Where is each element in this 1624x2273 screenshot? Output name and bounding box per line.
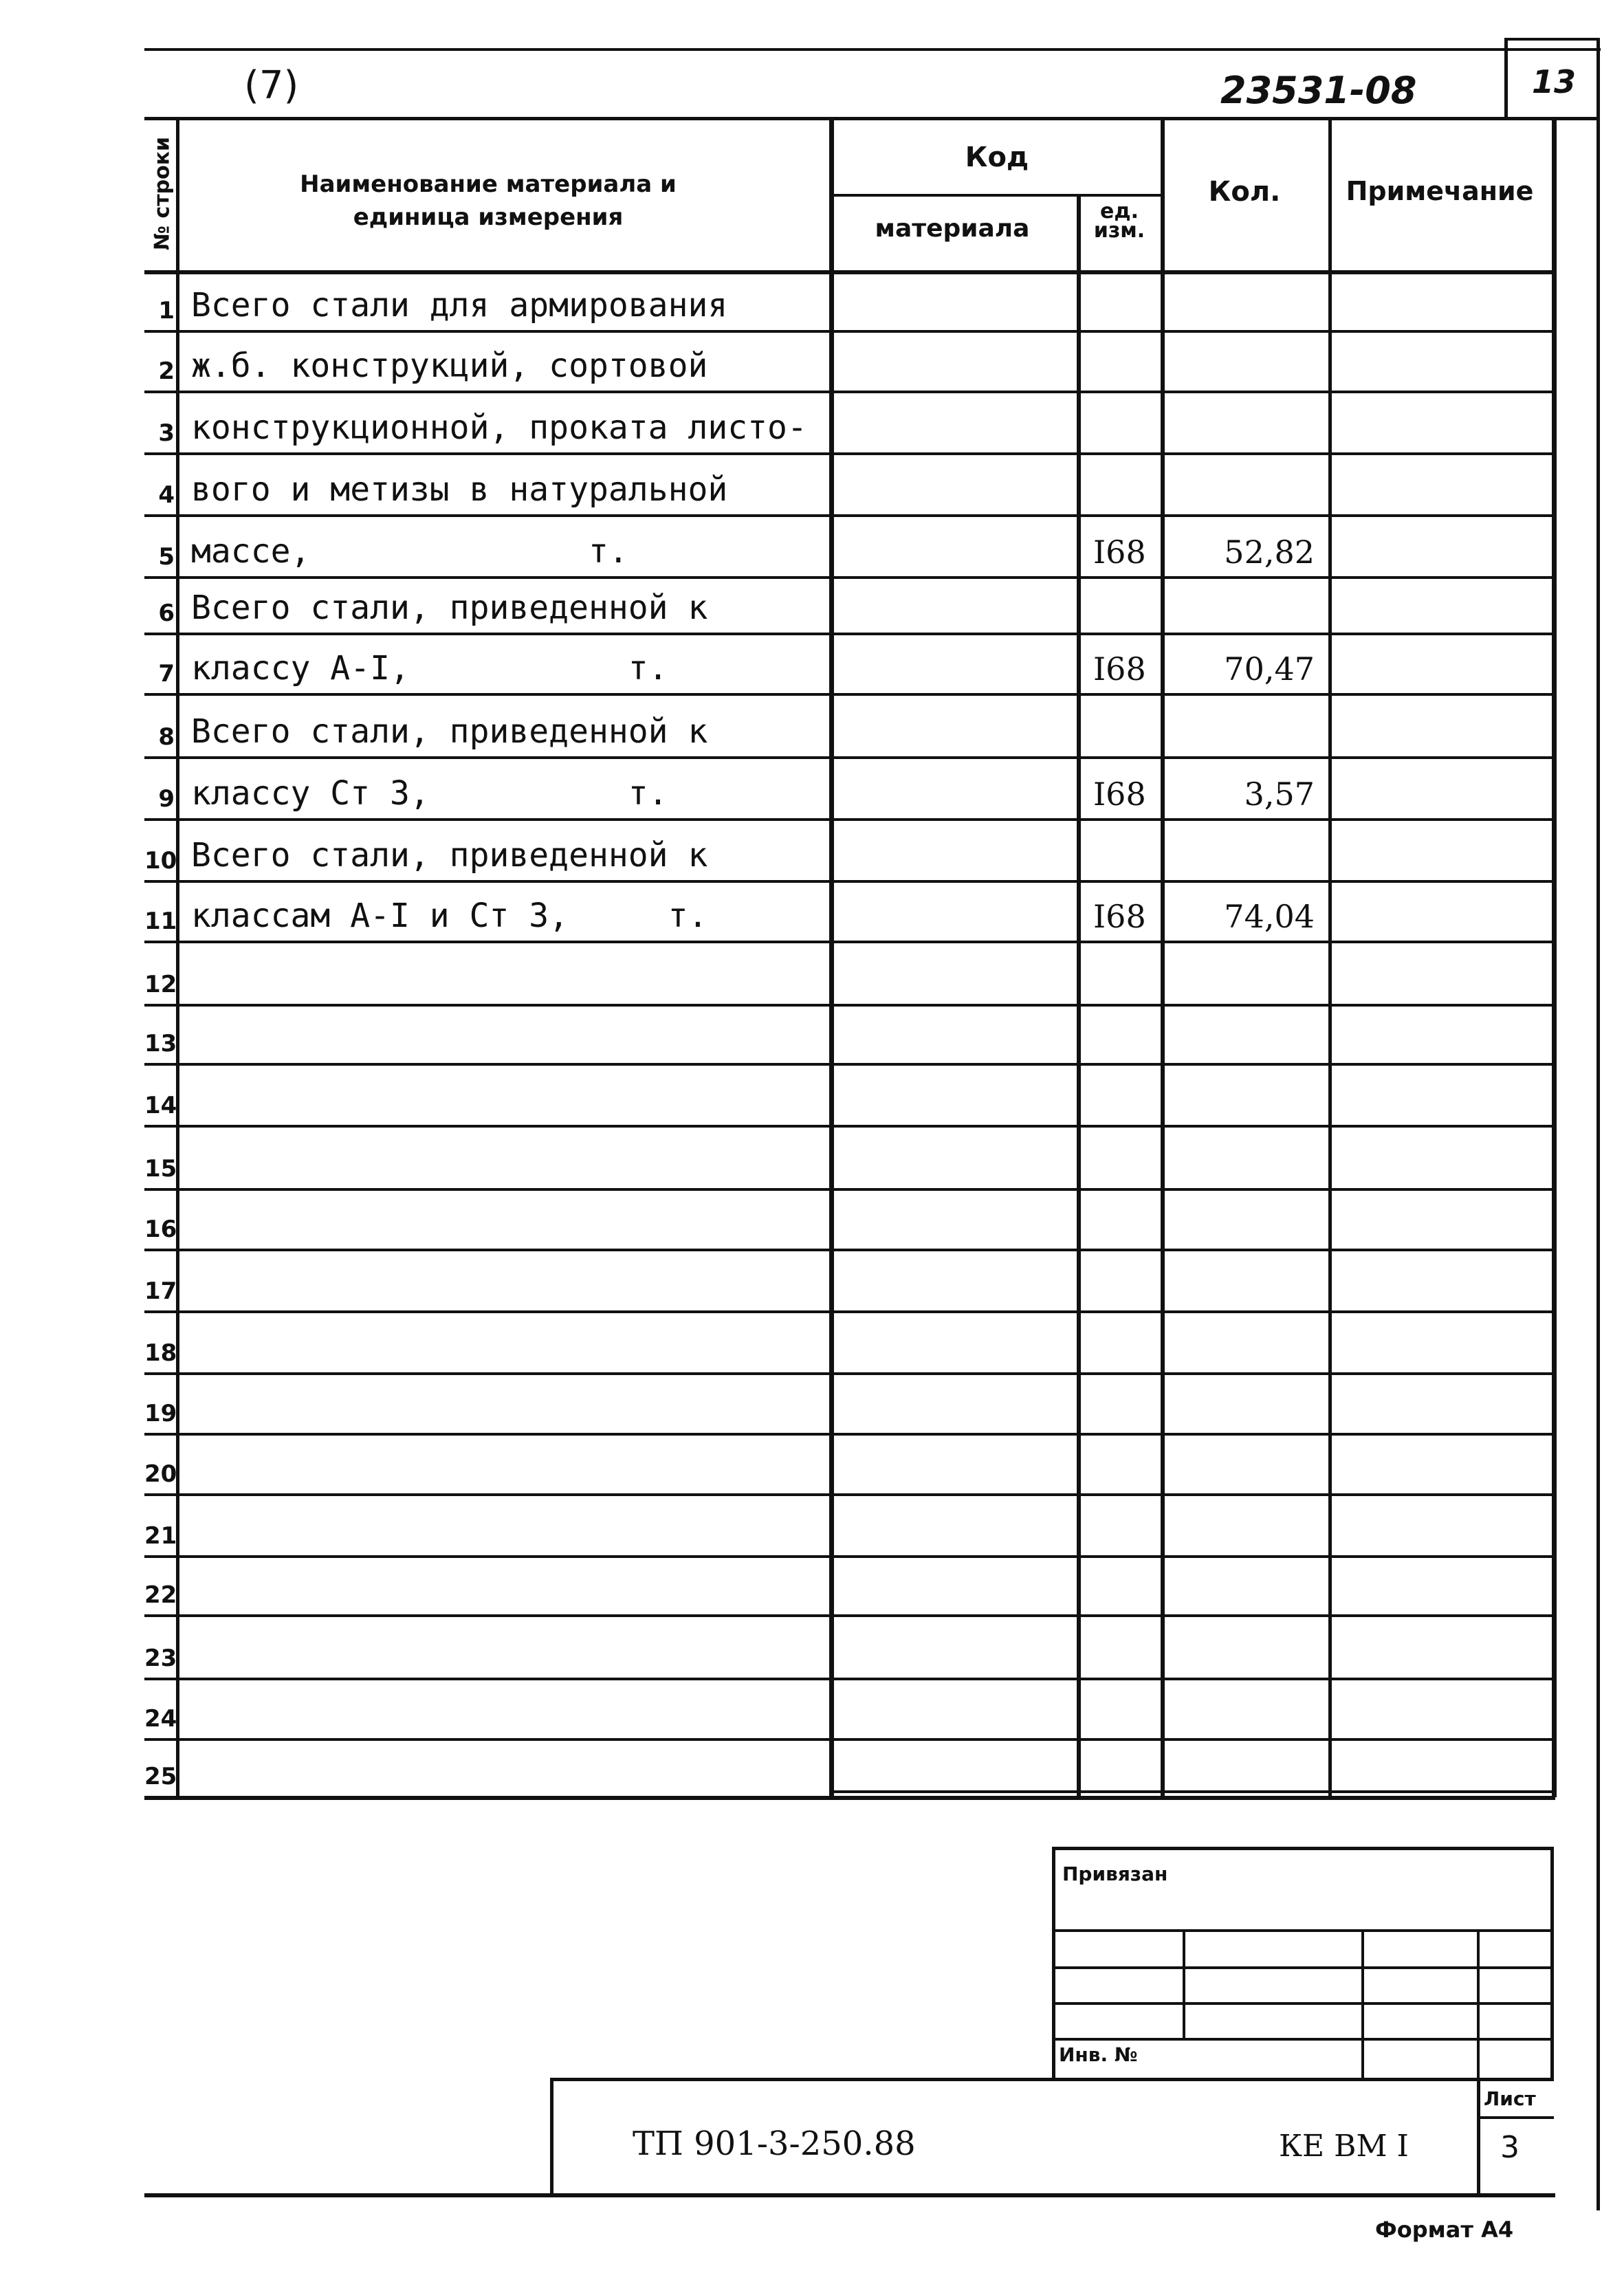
inv-label: Инв. № (1059, 2043, 1138, 2066)
row-number: 22 (144, 1581, 177, 1609)
table-row (0, 633, 1624, 693)
table-row (0, 1738, 1624, 1796)
row-number: 17 (144, 1277, 177, 1305)
name-column-header: Наименование материала и единица измерения (300, 171, 677, 231)
unit-column-header: ед. изм. (1093, 199, 1145, 243)
sheet-label: Лист (1484, 2087, 1536, 2110)
col-line-note (1552, 118, 1557, 1797)
table-row (0, 818, 1624, 880)
table-row (0, 1004, 1624, 1063)
linked-col-2 (1361, 1929, 1364, 2080)
page-box-left (1504, 38, 1508, 119)
table-bottom-line (144, 1796, 1555, 1800)
row-name: массе, т. (191, 532, 628, 571)
row-number: 14 (144, 1092, 177, 1119)
row-quantity: 52,82 (1224, 534, 1315, 571)
row-unit-code: I68 (1093, 534, 1146, 571)
row-number: 24 (144, 1705, 177, 1733)
table-row (0, 756, 1624, 818)
table-bottom-inner (829, 1790, 1555, 1793)
row-number: 25 (144, 1763, 177, 1790)
row-number: 6 (158, 600, 175, 627)
table-row (0, 514, 1624, 576)
row-no-header: № строки (150, 136, 175, 251)
row-number: 13 (144, 1030, 177, 1057)
row-name: Всего стали для армирования (191, 286, 728, 325)
designation: ТП 901-3-250.88 (633, 2124, 916, 2163)
table-row (0, 880, 1624, 941)
row-quantity: 3,57 (1244, 776, 1315, 813)
row-quantity: 70,47 (1224, 650, 1315, 688)
table-row (0, 1678, 1624, 1738)
table-row (0, 941, 1624, 1004)
row-number: 1 (158, 297, 175, 325)
row-unit-code: I68 (1093, 898, 1146, 935)
row-number: 3 (158, 419, 175, 447)
qty-column-header: Кол. (1208, 176, 1281, 208)
col-line-name (829, 118, 834, 1797)
col-line-qty (1328, 118, 1332, 1797)
row-number: 19 (144, 1400, 177, 1427)
frame-top-line (144, 48, 1601, 51)
sheet-mark: (7) (244, 63, 299, 108)
row-number: 9 (158, 785, 175, 813)
row-number: 5 (158, 543, 175, 571)
sheet-row-line (1477, 2116, 1554, 2119)
row-quantity: 74,04 (1224, 898, 1315, 935)
table-row (0, 1249, 1624, 1310)
row-number: 2 (158, 358, 175, 385)
row-name: классу Ст 3, т. (191, 774, 668, 813)
row-number: 23 (144, 1645, 177, 1672)
sheet-value: 3 (1500, 2130, 1519, 2165)
table-row (0, 1188, 1624, 1249)
row-number: 18 (144, 1339, 177, 1367)
row-name: ж.б. конструкций, сортовой (191, 347, 708, 385)
row-unit-code: I68 (1093, 650, 1146, 688)
table-row (0, 330, 1624, 391)
col-line-unit (1161, 118, 1165, 1797)
row-name: классу А-I, т. (191, 649, 668, 688)
table-row (0, 1493, 1624, 1555)
row-unit-code: I68 (1093, 776, 1146, 813)
code-sub-line (832, 194, 1162, 197)
table-row (0, 1063, 1624, 1125)
page-number: 13 (1532, 63, 1577, 100)
table-row (0, 272, 1624, 330)
table-row (0, 1372, 1624, 1433)
row-number: 10 (144, 847, 177, 875)
col-line-material (1077, 194, 1081, 1797)
frame-bottom-line (144, 2193, 1555, 2197)
row-name: вого и метизы в натуральной (191, 470, 728, 509)
linked-label: Привязан (1062, 1863, 1168, 1885)
row-name: Всего стали, приведенной к (191, 712, 708, 751)
row-name: Всего стали, приведенной к (191, 589, 708, 627)
row-number: 21 (144, 1522, 177, 1550)
table-row (0, 1125, 1624, 1188)
row-number: 12 (144, 971, 177, 998)
row-name: классам А-I и Ст 3, т. (191, 897, 708, 935)
material-column-header: материала (875, 215, 1030, 243)
linked-col-3 (1477, 1929, 1480, 2080)
row-number: 7 (158, 660, 175, 688)
table-row (0, 1310, 1624, 1372)
doc-number: 23531-08 (1220, 69, 1417, 112)
table-row (0, 693, 1624, 756)
row-name: конструкционной, проката листо- (191, 408, 807, 447)
table-row (0, 1433, 1624, 1493)
col-line-rowno (176, 118, 179, 1797)
code-column-header: Код (965, 142, 1029, 173)
row-number: 15 (144, 1155, 177, 1183)
doc-code: КЕ ВМ I (1279, 2129, 1409, 2164)
linked-col-1 (1183, 1929, 1185, 2039)
table-top-line (144, 117, 1599, 120)
table-row (0, 391, 1624, 452)
row-number: 8 (158, 723, 175, 751)
row-number: 11 (144, 908, 177, 935)
note-column-header: Примечание (1346, 176, 1534, 206)
page-box-top (1504, 38, 1599, 41)
row-number: 20 (144, 1460, 177, 1488)
table-row (0, 576, 1624, 633)
table-row (0, 1555, 1624, 1614)
row-name: Всего стали, приведенной к (191, 836, 708, 875)
row-number: 16 (144, 1216, 177, 1243)
format-label: Формат А4 (1375, 2217, 1514, 2243)
table-row (0, 1614, 1624, 1678)
row-no-header-cell (147, 122, 176, 270)
row-number: 4 (158, 481, 175, 509)
sheet-col-line (1477, 2078, 1480, 2195)
table-row (0, 452, 1624, 514)
